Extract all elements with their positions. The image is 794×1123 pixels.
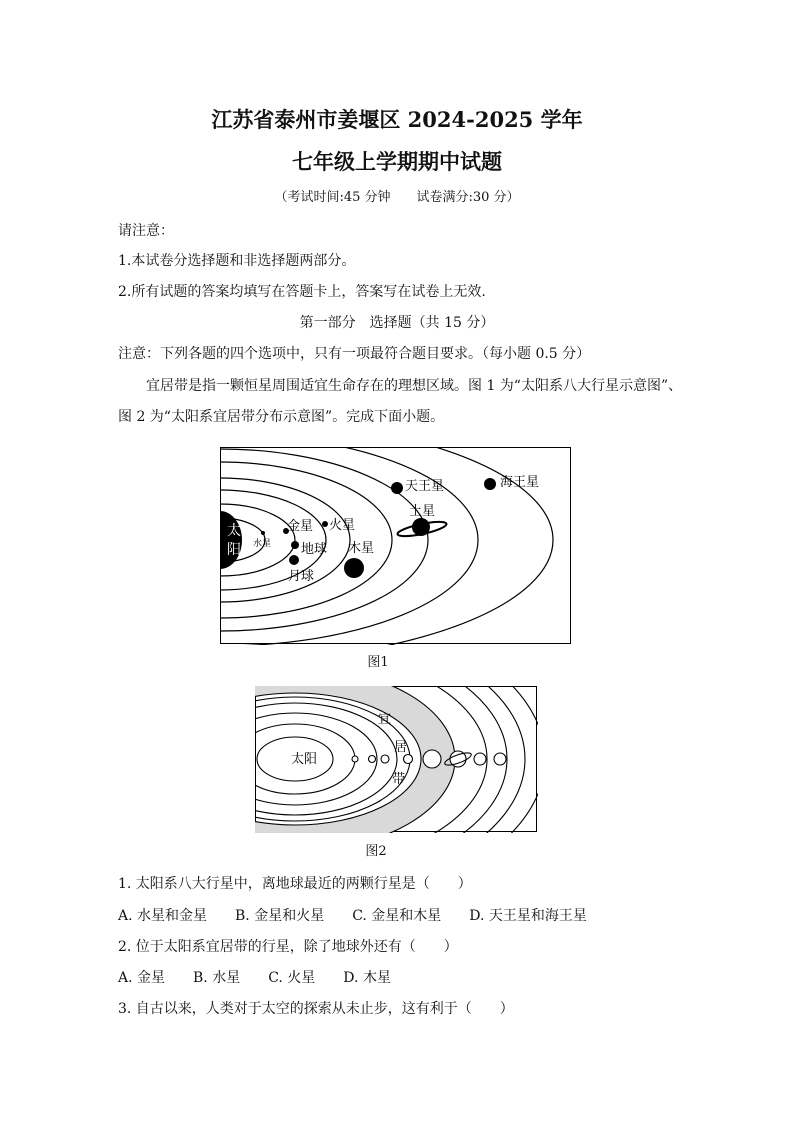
section-title: 第一部分 选择题（共 15 分）: [299, 315, 495, 331]
earth-label: 地球: [301, 542, 328, 557]
question-2-stem: 2. 位于太阳系宜居带的行星，除了地球外还有（ ）: [118, 939, 458, 955]
zone2-sun-label: 太阳: [291, 752, 318, 767]
jupiter-dot: [344, 558, 364, 578]
moon-label: 月球: [288, 569, 315, 584]
zone-label-2: 居: [394, 740, 408, 755]
mercury-dot: [261, 531, 265, 535]
question-3-stem: 3. 自古以来，人类对于太空的探索从未止步，这有利于（ ）: [118, 1001, 514, 1017]
passage-line-2: 图 2 为“太阳系宜居带分布示意图”。完成下面小题。: [118, 409, 445, 425]
moon-dot: [289, 555, 299, 565]
notice-item-1: 1.本试卷分选择题和非选择题两部分。: [118, 253, 356, 269]
solar-system-diagram: [220, 447, 572, 645]
uranus-label: 天王星: [405, 479, 445, 494]
saturn-dot: [412, 518, 430, 536]
uranus-dot: [391, 482, 403, 494]
habitable-zone-diagram: [255, 686, 538, 833]
mars-label: 火星: [329, 518, 356, 533]
figure2-caption: 图2: [365, 844, 387, 859]
question-1-stem: 1. 太阳系八大行星中，离地球最近的两颗行星是（ ）: [118, 876, 472, 892]
exam-info: （考试时间:45 分钟 试卷满分:30 分）: [274, 190, 520, 205]
earth-dot: [291, 541, 299, 549]
mars-dot: [322, 521, 328, 527]
neptune-dot: [484, 478, 496, 490]
sun-label-2: 阳: [227, 542, 241, 558]
zone-label-1: 宜: [378, 712, 392, 727]
sun-label-1: 太: [227, 523, 241, 539]
venus-label: 金星: [287, 519, 314, 534]
notice-heading: 请注意：: [118, 223, 174, 239]
jupiter-label: 木星: [348, 541, 375, 556]
notice-item-2: 2.所有试题的答案均填写在答题卡上，答案写在试卷上无效.: [118, 284, 486, 300]
mercury-label: 水星: [253, 539, 272, 549]
figure1-caption: 图1: [367, 655, 389, 670]
question-1-options: A. 水星和金星 B. 金星和火星 C. 金星和木星 D. 天王星和海王星: [118, 908, 587, 924]
question-2-options: A. 金星 B. 水星 C. 火星 D. 木星: [118, 970, 391, 986]
saturn-label: 土星: [409, 504, 436, 519]
exam-title-line2: 七年级上学期期中试题: [292, 149, 502, 174]
exam-title-line1: 江苏省泰州市姜堰区 2024-2025 学年: [211, 107, 583, 132]
zone-label-3: 带: [392, 772, 406, 787]
passage-line-1: 宜居带是指一颗恒星周围适宜生命存在的理想区域。图 1 为“太阳系八大行星示意图”、: [146, 378, 683, 394]
section-instruction: 注意：下列各题的四个选项中，只有一项最符合题目要求。（每小题 0.5 分）: [118, 346, 591, 362]
neptune-label: 海王星: [500, 475, 540, 490]
